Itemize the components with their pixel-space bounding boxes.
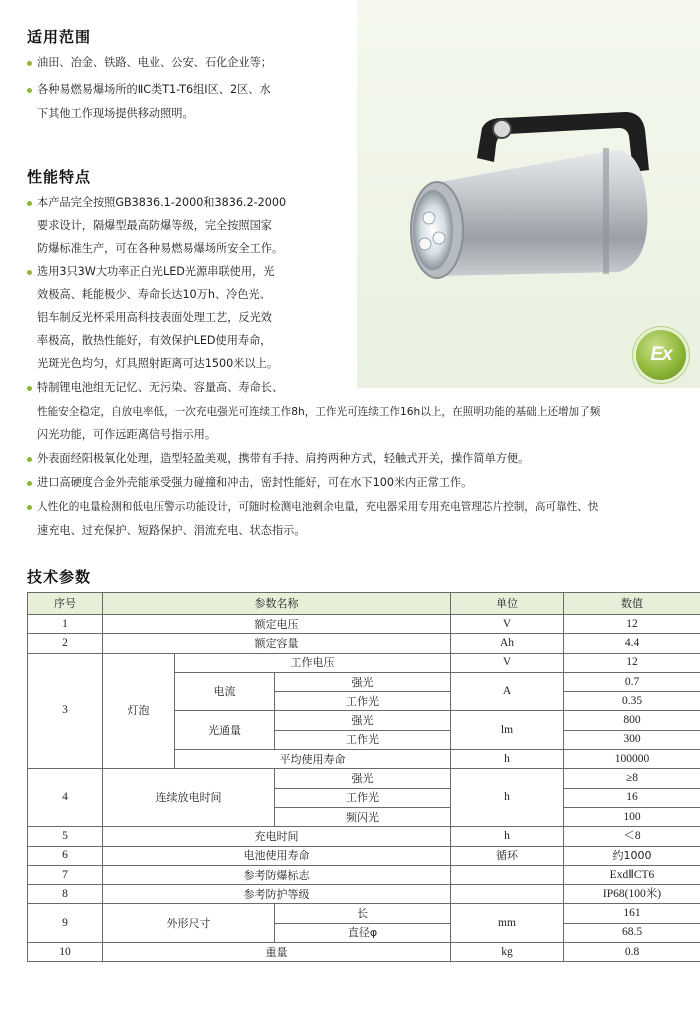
row-value: 800 bbox=[564, 711, 700, 730]
row-value: ＜8 bbox=[564, 827, 700, 846]
row-value: 68.5 bbox=[564, 923, 700, 942]
row-sub-label: 直径φ bbox=[275, 923, 451, 942]
flashlight-icon bbox=[357, 0, 700, 388]
header-name: 参数名称 bbox=[103, 593, 451, 615]
row-unit: h bbox=[451, 750, 564, 769]
table-row bbox=[28, 865, 700, 884]
row-unit: mm bbox=[451, 904, 564, 943]
features-title: 性能特点 bbox=[27, 168, 92, 186]
row-value: IP68(100米) bbox=[564, 885, 700, 904]
bullet-icon bbox=[27, 61, 32, 66]
feature-line-7: 率极高，散热性能好，有效保护LED使用寿命， bbox=[37, 334, 272, 347]
row-value: 300 bbox=[564, 730, 700, 749]
table-row bbox=[28, 885, 700, 904]
row-unit bbox=[451, 865, 564, 884]
bullet-icon bbox=[27, 386, 32, 391]
feature-line-12: 外表面经阳极氧化处理，造型轻盈美观，携带有手持、肩挎两种方式，轻触式开关，操作简单方便。 bbox=[37, 452, 530, 465]
row-value: 0.35 bbox=[564, 692, 700, 711]
table-row bbox=[28, 904, 700, 923]
row-sub-label: 工作光 bbox=[275, 730, 451, 749]
spec-table bbox=[27, 592, 700, 962]
table-row bbox=[28, 769, 700, 788]
feature-line-11: 闪光功能，可作远距离信号指示用。 bbox=[37, 428, 217, 441]
row-no: 9 bbox=[28, 904, 103, 943]
row-name: 重量 bbox=[103, 943, 451, 962]
row-name: 充电时间 bbox=[103, 827, 451, 846]
table-row bbox=[28, 943, 700, 962]
row-unit: lm bbox=[451, 711, 564, 750]
row-value: 0.7 bbox=[564, 672, 700, 691]
row-name: 连续放电时间 bbox=[103, 769, 275, 827]
row-value: 12 bbox=[564, 653, 700, 672]
row-group: 灯泡 bbox=[103, 653, 175, 769]
scope-title: 适用范围 bbox=[27, 28, 92, 46]
row-name: 电流 bbox=[175, 672, 275, 711]
bullet-icon bbox=[27, 201, 32, 206]
scope-line-3: 下其他工作现场提供移动照明。 bbox=[37, 107, 194, 120]
feature-line-9: 特制锂电池组无记忆、无污染、容量高、寿命长、 bbox=[37, 381, 284, 394]
row-no: 7 bbox=[28, 865, 103, 884]
row-value: 0.8 bbox=[564, 943, 700, 962]
table-header-row bbox=[28, 593, 700, 615]
row-name: 电池使用寿命 bbox=[103, 846, 451, 865]
row-sub-label: 强光 bbox=[275, 711, 451, 730]
row-unit: 循环 bbox=[451, 846, 564, 865]
feature-line-6: 铝车制反光杯采用高科技表面处理工艺，反光效 bbox=[37, 311, 272, 324]
row-value: 12 bbox=[564, 615, 700, 634]
row-unit: V bbox=[451, 615, 564, 634]
feature-line-3: 防爆标准生产，可在各种易燃易爆场所安全工作。 bbox=[37, 242, 284, 255]
row-name: 光通量 bbox=[175, 711, 275, 750]
bullet-icon bbox=[27, 481, 32, 486]
row-name: 工作电压 bbox=[175, 653, 451, 672]
row-sub-label: 工作光 bbox=[275, 788, 451, 807]
feature-line-5: 效极高、耗能极少、寿命长达10万h、冷色光、 bbox=[37, 288, 271, 301]
row-no: 5 bbox=[28, 827, 103, 846]
row-value: 100 bbox=[564, 807, 700, 826]
row-value: ≥8 bbox=[564, 769, 700, 788]
feature-line-8: 光斑光色均匀，灯具照射距离可达1500米以上。 bbox=[37, 357, 279, 370]
feature-line-13: 进口高硬度合金外壳能承受强力碰撞和冲击，密封性能好，可在水下100米内正常工作。 bbox=[37, 476, 473, 489]
row-no: 6 bbox=[28, 846, 103, 865]
row-unit: V bbox=[451, 653, 564, 672]
row-no: 4 bbox=[28, 769, 103, 827]
feature-line-14: 人性化的电量检测和低电压警示功能设计，可随时检测电池剩余电量，充电器采用专用充电管理芯片控制，高可靠性、快 bbox=[37, 501, 599, 513]
row-unit: A bbox=[451, 672, 564, 711]
feature-line-10: 性能安全稳定，自放电率低，一次充电强光可连续工作8h，工作光可连续工作16h以上，在照明功能的基础上还增加了频 bbox=[37, 406, 601, 418]
scope-line-2: 各种易燃易爆场所的ⅡC类T1-T6组Ⅰ区、2区、水 bbox=[37, 83, 271, 96]
row-value: 16 bbox=[564, 788, 700, 807]
row-value: 100000 bbox=[564, 750, 700, 769]
row-value: 161 bbox=[564, 904, 700, 923]
table-row bbox=[28, 827, 700, 846]
feature-line-4: 选用3只3W大功率正白光LED光源串联使用，光 bbox=[37, 265, 275, 278]
row-name: 参考防爆标志 bbox=[103, 865, 451, 884]
ex-badge-label: Ex bbox=[650, 344, 672, 365]
row-sub-label: 频闪光 bbox=[275, 807, 451, 826]
bullet-icon bbox=[27, 88, 32, 93]
row-unit: h bbox=[451, 827, 564, 846]
ex-badge bbox=[636, 330, 686, 380]
row-no: 10 bbox=[28, 943, 103, 962]
scope-line-1: 油田、冶金、铁路、电业、公安、石化企业等； bbox=[37, 56, 272, 69]
row-name: 平均使用寿命 bbox=[175, 750, 451, 769]
bullet-icon bbox=[27, 270, 32, 275]
row-no: 8 bbox=[28, 885, 103, 904]
header-no: 序号 bbox=[28, 593, 103, 615]
bullet-icon bbox=[27, 505, 32, 510]
row-value: ExdⅡCT6 bbox=[564, 865, 700, 884]
feature-line-15: 速充电、过充保护、短路保护、涓流充电、状态指示。 bbox=[37, 524, 306, 537]
row-name: 参考防护等级 bbox=[103, 885, 451, 904]
table-row bbox=[28, 634, 700, 653]
row-unit: h bbox=[451, 769, 564, 827]
row-unit bbox=[451, 885, 564, 904]
bullet-icon bbox=[27, 457, 32, 462]
row-unit: kg bbox=[451, 943, 564, 962]
row-no: 2 bbox=[28, 634, 103, 653]
feature-line-2: 要求设计，隔爆型最高防爆等级，完全按照国家 bbox=[37, 219, 272, 232]
row-name: 外形尺寸 bbox=[103, 904, 275, 943]
row-no: 1 bbox=[28, 615, 103, 634]
table-row bbox=[28, 846, 700, 865]
header-unit: 单位 bbox=[451, 593, 564, 615]
row-value: 约1000 bbox=[564, 846, 700, 865]
row-sub-label: 工作光 bbox=[275, 692, 451, 711]
feature-line-1: 本产品完全按照GB3836.1-2000和3836.2-2000 bbox=[37, 196, 287, 209]
row-unit: Ah bbox=[451, 634, 564, 653]
table-row bbox=[28, 653, 700, 672]
row-name: 额定电压 bbox=[103, 615, 451, 634]
row-sub-label: 强光 bbox=[275, 672, 451, 691]
row-value: 4.4 bbox=[564, 634, 700, 653]
row-name: 额定容量 bbox=[103, 634, 451, 653]
specs-title: 技术参数 bbox=[27, 568, 92, 586]
table-row bbox=[28, 615, 700, 634]
row-sub-label: 强光 bbox=[275, 769, 451, 788]
header-value: 数值 bbox=[564, 593, 700, 615]
row-no: 3 bbox=[28, 653, 103, 769]
product-photo-panel bbox=[357, 0, 700, 388]
row-sub-label: 长 bbox=[275, 904, 451, 923]
